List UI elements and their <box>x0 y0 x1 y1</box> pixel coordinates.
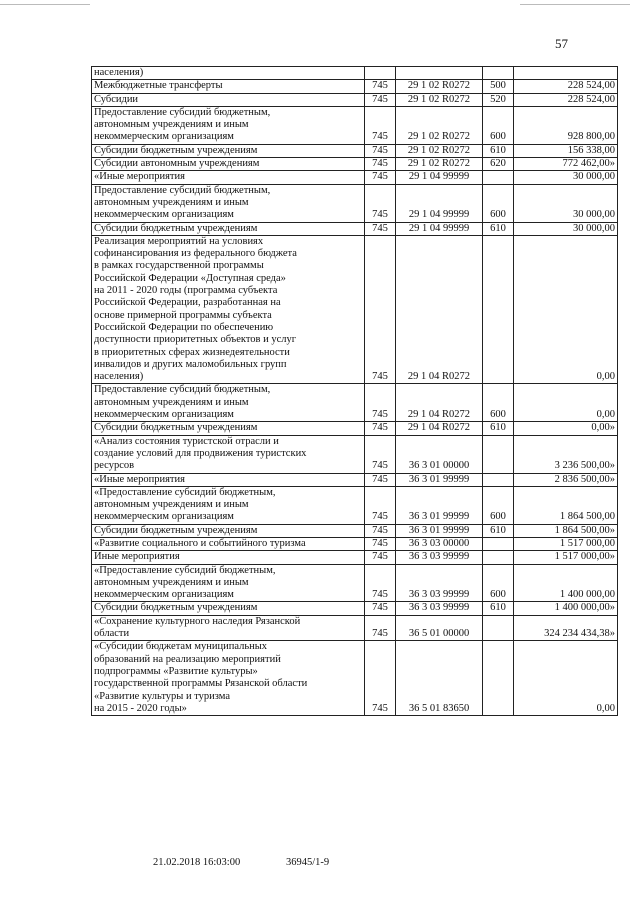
row-name: «Субсидии бюджетам муниципальных образований на реализацию мероприятий подпрограммы «Развитие культуры» государственной программы Рязанской области «Развитие культуры и туризма на 2015 - 2020 годы» <box>92 641 365 716</box>
row-class: 29 1 02 R0272 <box>396 106 483 144</box>
row-name: «Развитие социального и событийного туризма <box>92 537 365 550</box>
row-name: Предоставление субсидий бюджетным, автономным учреждениям и иным некоммерческим организациям <box>92 106 365 144</box>
table-row <box>92 106 618 144</box>
row-class: 36 3 01 00000 <box>396 435 483 473</box>
row-name: «Предоставление субсидий бюджетным, автономным учреждениям и иным некоммерческим организациям <box>92 486 365 524</box>
row-amount: 30 000,00 <box>514 222 618 235</box>
table-row <box>92 615 618 641</box>
row-type <box>483 67 514 80</box>
row-amount: 928 800,00 <box>514 106 618 144</box>
row-code: 745 <box>365 93 396 106</box>
row-type <box>483 551 514 564</box>
row-amount: 0,00» <box>514 422 618 435</box>
row-class: 36 3 01 99999 <box>396 473 483 486</box>
row-name: Субсидии бюджетным учреждениям <box>92 222 365 235</box>
row-name: Субсидии бюджетным учреждениям <box>92 422 365 435</box>
row-code: 745 <box>365 602 396 615</box>
row-name: Субсидии бюджетным учреждениям <box>92 602 365 615</box>
row-amount: 772 462,00» <box>514 158 618 171</box>
row-name: Межбюджетные трансферты <box>92 80 365 93</box>
row-name: населения) <box>92 67 365 80</box>
row-code: 745 <box>365 158 396 171</box>
row-class: 29 1 02 R0272 <box>396 93 483 106</box>
row-class <box>396 67 483 80</box>
row-class: 29 1 04 99999 <box>396 171 483 184</box>
row-name: «Иные мероприятия <box>92 473 365 486</box>
row-name: Иные мероприятия <box>92 551 365 564</box>
scan-artifact-top-right <box>520 4 630 5</box>
row-class: 36 5 01 00000 <box>396 615 483 641</box>
row-code: 745 <box>365 80 396 93</box>
row-amount: 1 864 500,00 <box>514 486 618 524</box>
row-class: 29 1 04 99999 <box>396 184 483 222</box>
row-class: 36 3 01 99999 <box>396 486 483 524</box>
row-type <box>483 641 514 716</box>
budget-table <box>91 66 618 716</box>
row-amount: 156 338,00 <box>514 144 618 157</box>
row-type: 610 <box>483 524 514 537</box>
row-class: 36 3 03 99999 <box>396 602 483 615</box>
row-type: 610 <box>483 602 514 615</box>
row-class: 29 1 02 R0272 <box>396 80 483 93</box>
row-type: 600 <box>483 106 514 144</box>
table-row <box>92 435 618 473</box>
table-row <box>92 537 618 550</box>
table-row <box>92 551 618 564</box>
scan-artifact-top-left <box>0 4 90 5</box>
row-amount: 1 517 000,00 <box>514 537 618 550</box>
row-amount: 1 400 000,00» <box>514 602 618 615</box>
table-row <box>92 641 618 716</box>
row-code: 745 <box>365 171 396 184</box>
row-class: 36 3 03 99999 <box>396 564 483 602</box>
row-amount: 0,00 <box>514 641 618 716</box>
table-row <box>92 171 618 184</box>
footer-datetime: 21.02.2018 16:03:00 <box>153 857 241 868</box>
row-type: 500 <box>483 80 514 93</box>
row-amount: 2 836 500,00» <box>514 473 618 486</box>
row-amount: 1 400 000,00 <box>514 564 618 602</box>
row-name: Реализация мероприятий на условиях софинансирования из федерального бюджета в рамках государственной программы Российской Федерации «Доступная среда» на 2011 - 2020 годы (программа субъекта Российской Федерации, разработанная на основе примерной программы субъекта Российской Федерации по обеспечению доступности приоритетных объектов и услуг в приоритетных сферах жизнедеятельности инвалидов и других маломобильных групп населения) <box>92 235 365 384</box>
table-row <box>92 473 618 486</box>
row-code <box>365 67 396 80</box>
row-name: «Предоставление субсидий бюджетным, автономным учреждениям и иным некоммерческим организациям <box>92 564 365 602</box>
row-name: Предоставление субсидий бюджетным, автономным учреждениям и иным некоммерческим организациям <box>92 184 365 222</box>
row-code: 745 <box>365 473 396 486</box>
table-row <box>92 235 618 384</box>
row-code: 745 <box>365 564 396 602</box>
row-name: «Иные мероприятия <box>92 171 365 184</box>
row-amount <box>514 67 618 80</box>
row-class: 29 1 02 R0272 <box>396 158 483 171</box>
row-type <box>483 171 514 184</box>
row-code: 745 <box>365 184 396 222</box>
row-type: 600 <box>483 564 514 602</box>
table-row <box>92 524 618 537</box>
row-name: Субсидии <box>92 93 365 106</box>
row-type <box>483 615 514 641</box>
table-row <box>92 486 618 524</box>
row-class: 29 1 02 R0272 <box>396 144 483 157</box>
table-row <box>92 67 618 80</box>
row-name: Субсидии автономным учреждениям <box>92 158 365 171</box>
table-row <box>92 222 618 235</box>
row-code: 745 <box>365 235 396 384</box>
row-type: 600 <box>483 486 514 524</box>
row-name: Субсидии бюджетным учреждениям <box>92 524 365 537</box>
row-amount: 1 517 000,00» <box>514 551 618 564</box>
row-amount: 3 236 500,00» <box>514 435 618 473</box>
row-amount: 0,00 <box>514 235 618 384</box>
row-amount: 228 524,00 <box>514 80 618 93</box>
row-class: 29 1 04 R0272 <box>396 384 483 422</box>
row-class: 36 3 03 99999 <box>396 551 483 564</box>
row-name: Предоставление субсидий бюджетным, автономным учреждениям и иным некоммерческим организациям <box>92 384 365 422</box>
table-row <box>92 158 618 171</box>
row-amount: 30 000,00 <box>514 171 618 184</box>
row-amount: 0,00 <box>514 384 618 422</box>
table-row <box>92 384 618 422</box>
row-type <box>483 537 514 550</box>
row-name: Субсидии бюджетным учреждениям <box>92 144 365 157</box>
row-code: 745 <box>365 641 396 716</box>
table-row <box>92 80 618 93</box>
table-row <box>92 602 618 615</box>
footer-reference: 36945/1-9 <box>286 857 330 868</box>
row-type <box>483 473 514 486</box>
row-code: 745 <box>365 222 396 235</box>
table-row <box>92 184 618 222</box>
table-row <box>92 93 618 106</box>
row-name: «Анализ состояния туристской отрасли и создание условий для продвижения туристских ресурсов <box>92 435 365 473</box>
row-code: 745 <box>365 551 396 564</box>
row-code: 745 <box>365 435 396 473</box>
table-row <box>92 564 618 602</box>
row-code: 745 <box>365 106 396 144</box>
row-type: 610 <box>483 422 514 435</box>
row-type: 600 <box>483 384 514 422</box>
row-code: 745 <box>365 144 396 157</box>
row-type <box>483 235 514 384</box>
row-type: 610 <box>483 222 514 235</box>
row-class: 36 5 01 83650 <box>396 641 483 716</box>
row-type: 600 <box>483 184 514 222</box>
page-number: 57 <box>555 36 568 51</box>
table-row <box>92 144 618 157</box>
row-class: 36 3 03 00000 <box>396 537 483 550</box>
table-row <box>92 422 618 435</box>
row-amount: 228 524,00 <box>514 93 618 106</box>
row-code: 745 <box>365 537 396 550</box>
row-amount: 30 000,00 <box>514 184 618 222</box>
row-class: 36 3 01 99999 <box>396 524 483 537</box>
row-code: 745 <box>365 384 396 422</box>
row-amount: 1 864 500,00» <box>514 524 618 537</box>
row-type: 610 <box>483 144 514 157</box>
row-code: 745 <box>365 486 396 524</box>
row-class: 29 1 04 R0272 <box>396 422 483 435</box>
row-type: 520 <box>483 93 514 106</box>
row-type <box>483 435 514 473</box>
row-code: 745 <box>365 422 396 435</box>
row-code: 745 <box>365 615 396 641</box>
row-amount: 324 234 434,38» <box>514 615 618 641</box>
row-class: 29 1 04 99999 <box>396 222 483 235</box>
row-code: 745 <box>365 524 396 537</box>
row-type: 620 <box>483 158 514 171</box>
row-name: «Сохранение культурного наследия Рязанской области <box>92 615 365 641</box>
row-class: 29 1 04 R0272 <box>396 235 483 384</box>
